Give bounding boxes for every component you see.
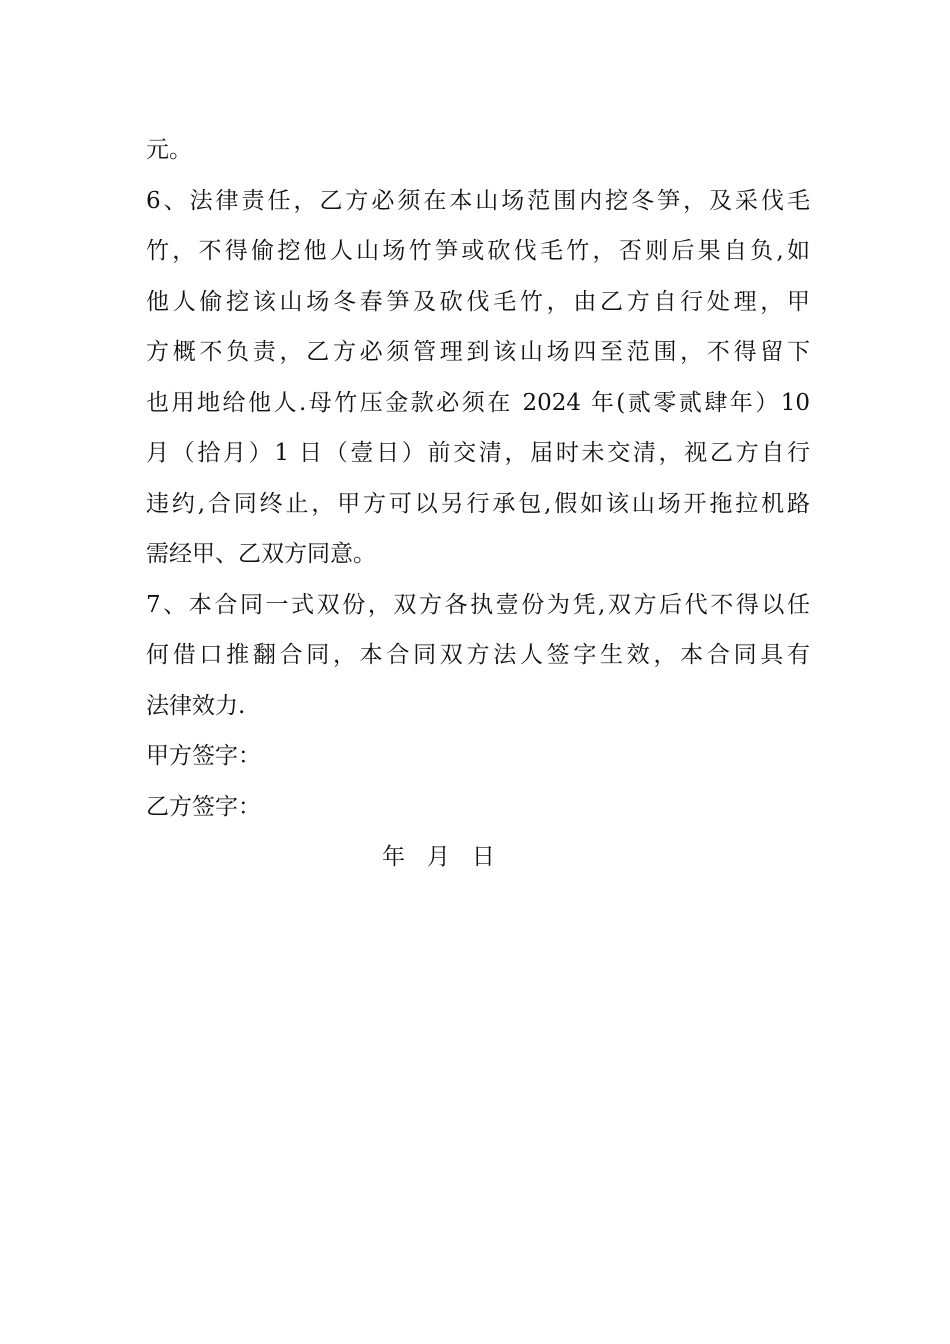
text-line-11: 何借口推翻合同，本合同双方法人签字生效，本合同具有 [146, 642, 810, 668]
text-line-5: 方概不负责，乙方必须管理到该山场四至范围，不得留下 [146, 339, 810, 365]
contract-page [146, 125, 810, 883]
text-line-8: 违约,合同终止，甲方可以另行承包,假如该山场开拖拉机路 [146, 490, 810, 517]
text-line-7: 月（拾月）1 日（壹日）前交清，届时未交清，视乙方自行 [146, 440, 810, 466]
text-line-6: 也用地给他人.母竹压金款必须在 2024 年(贰零贰肆年）10 [146, 389, 810, 416]
text-line-12: 法律效力. [146, 692, 246, 719]
text-line-2: 6、法律责任，乙方必须在本山场范围内挖冬笋，及采伐毛 [146, 187, 810, 214]
text-line-3: 竹，不得偷挖他人山场竹笋或砍伐毛竹，否则后果自负,如 [146, 238, 810, 264]
date-line: 年 月 日 [382, 844, 495, 870]
party-b-signature-label: 乙方签字： [146, 793, 261, 820]
text-line-4: 他人偷挖该山场冬春笋及砍伐毛竹，由乙方自行处理，甲 [146, 288, 810, 315]
party-a-signature-label: 甲方签字： [146, 743, 261, 769]
text-line-9: 需经甲、乙双方同意。 [146, 541, 376, 567]
text-line-10: 7、本合同一式双份，双方各执壹份为凭,双方后代不得以任 [146, 591, 810, 618]
text-line-1: 元。 [146, 137, 192, 163]
